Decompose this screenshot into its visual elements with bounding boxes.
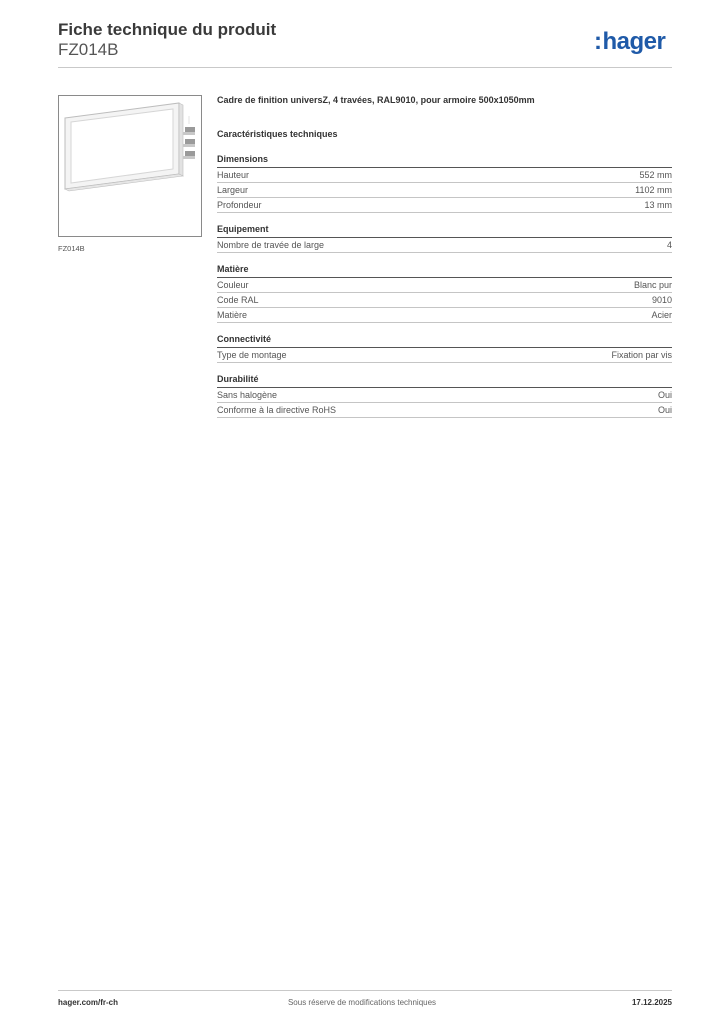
section-equipment	[217, 224, 672, 253]
footer-website-link[interactable]: hager.com/fr-ch	[58, 998, 119, 1007]
spec-row	[217, 168, 672, 183]
header-divider	[58, 67, 672, 68]
spec-row	[217, 293, 672, 308]
spec-row	[217, 238, 672, 253]
spec-row	[217, 183, 672, 198]
product-image	[58, 95, 202, 237]
section-title: Connectivité	[217, 334, 672, 348]
section-dimensions	[217, 154, 672, 213]
spec-value: Fixation par vis	[611, 350, 672, 360]
spec-content	[217, 95, 672, 418]
section-title: Durabilité	[217, 374, 672, 388]
hager-logo: :hager	[594, 28, 666, 55]
section-material	[217, 264, 672, 323]
product-code: FZ014B	[58, 40, 119, 59]
section-connectivity	[217, 334, 672, 363]
product-description: Cadre de finition universZ, 4 travées, RAL9010, pour armoire 500x1050mm	[217, 95, 535, 105]
spec-value: 4	[666, 240, 672, 250]
spec-label: Matière	[217, 310, 248, 320]
spec-value: Acier	[651, 310, 672, 320]
logo-text: hager	[602, 28, 666, 55]
spec-value: 1102 mm	[635, 185, 672, 195]
spec-label: Hauteur	[217, 170, 250, 180]
image-caption: FZ014B	[58, 244, 85, 253]
spec-value: Blanc pur	[633, 280, 672, 290]
spec-label: Conforme à la directive RoHS	[217, 405, 337, 415]
spec-row	[217, 388, 672, 403]
spec-value: Oui	[657, 390, 672, 400]
spec-row	[217, 348, 672, 363]
spec-label: Code RAL	[217, 295, 259, 305]
spec-value: 13 mm	[644, 200, 672, 210]
section-durability	[217, 374, 672, 418]
spec-value: 9010	[651, 295, 672, 305]
footer-divider	[58, 990, 672, 991]
section-title: Dimensions	[217, 154, 672, 168]
page-title: Fiche technique du produit	[58, 20, 277, 39]
spec-row	[217, 403, 672, 418]
spec-label: Profondeur	[217, 200, 262, 210]
spec-label: Couleur	[217, 280, 249, 290]
footer-notice: Sous réserve de modifications techniques	[287, 998, 437, 1007]
finishing-frame-illustration	[59, 96, 201, 236]
spec-label: Type de montage	[217, 350, 287, 360]
tech-characteristics-title: Caractéristiques techniques	[217, 129, 338, 139]
spec-row	[217, 308, 672, 323]
section-title: Equipement	[217, 224, 672, 238]
spec-label: Sans halogène	[217, 390, 278, 400]
spec-label: Nombre de travée de large	[217, 240, 325, 250]
spec-value: Oui	[657, 405, 672, 415]
spec-value: 552 mm	[639, 170, 672, 180]
spec-label: Largeur	[217, 185, 249, 195]
spec-row	[217, 198, 672, 213]
spec-row	[217, 278, 672, 293]
footer-date: 17.12.2025	[631, 998, 672, 1007]
section-title: Matière	[217, 264, 672, 278]
